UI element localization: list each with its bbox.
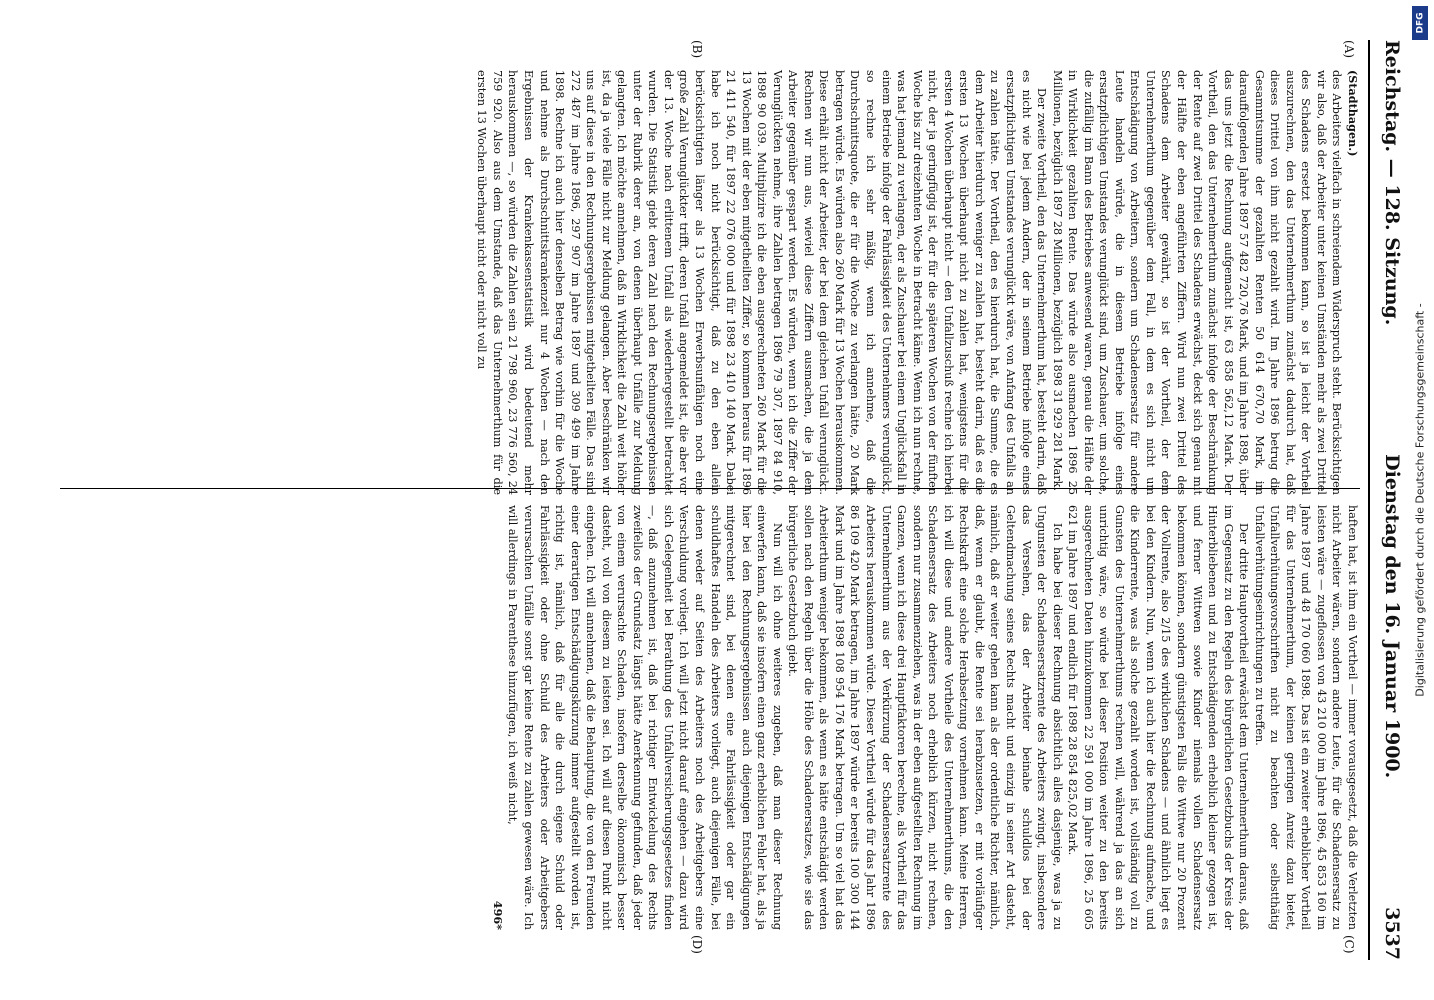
paragraph: Der dritte Hauptvortheil erwächst dem Unternehmerthum daraus, daß im Gegensatz zu den Regeln des bürgerlichen Gesetzbuchs der Kreis der Hinterbliebenen und zu Entschädigenden erheblich kleiner gezogen ist, und ferner Wittwen sowie Kinder niemals vollen Schadensersatz bekommen können, sondern günstigsten Falls die Wittwe nur 20 Prozent der Vollrente, also 2/15 des wirklichen Schadens — und ähnlich liegt es bei den Kindern. Nun, wenn ich auch hier die Rechnung aufmache, und die Kinderrente, was als solche gezahlt worden ist, vollständig voll zu Gunsten des Unternehmerthums rechnen will, während ja das an sich unrichtig wäre, so würde bei dieser Position weiter zu den bereits ausgerechneten Daten hinzukommen 22 591 000 im Jahre 1896, 25 605 621 im Jahre 1897 und endlich für 1898 28 854 825,02 Mark. xyxy=(1066,505,1251,930)
paragraph: Ich habe bei dieser Rechnung absichtlich alles dasjenige, was ja zu Ungunsten der Schadensersatzrente des Arbeiters zwingt, insbesondere das Versehen, das der Arbeiter beinahe schuldlos bei der Geltendmachung seines Rechts macht und einzig in seiner Art dasteht, nämlich, daß er weiter gehen kann als der ordentliche Richter, nämlich, daß, wenn er glaubt, die Rente sei herabzusetzen, er mit vorläufiger Rechtskraft eine solche Herabsetzung vornehmen kann. Meine Herren, ich will diese und andere Vortheile des Unternehmerthums, die den Schadensersatz des Arbeiters noch erheblich kürzen, nicht rechnen, sondern nur zusammenziehen, was in der eben aufgestellten Rechnung im Ganzen, wenn ich diese drei Hauptfaktoren berechne, als Vortheil für das Unternehmerthum aus der Verkürzung der Schadensersatzrente des Arbeiters herauskommen würde. Dieser Vortheil würde für das Jahr 1896 86 109 420 Mark betragen, im Jahre 1897 würde er bereits 100 300 144 Mark und im Jahre 1898 108 954 176 Mark betragen. Um so viel hat das Arbeiterthum weniger bekommen, als wenn es hätte entschädigt werden sollen nach den Regeln über die Höhe des Schadenersatzes, wie sie das bürgerliche Gesetzbuch giebt. xyxy=(786,505,1064,930)
paragraph: haften hat, ist ihm ein Vortheil — immer vorausgesetzt, daß die Verletzten nicht Arbeiter wären, sondern andere Leute, für die Schadensersatz zu leisten wäre — zugeflossen von 43 210 000 im Jahre 1896, 45 853 160 im Jahre 1897 und 48 170 060 1898. Das ist ein zweiter erheblicher Vortheil für das Unternehmerthum, der keinen geringen Anreiz dazu bietet, Unfallverhütungsvorschriften nicht zu beachten oder selbstthätig Unfallverhütungseinrichtungen zu treffen. xyxy=(1252,505,1359,930)
left-column xyxy=(474,70,1360,495)
digitization-note xyxy=(1410,0,1430,1000)
header-rule xyxy=(1368,40,1370,960)
right-column xyxy=(489,505,1360,930)
dfg-logo-icon: DFG xyxy=(1412,6,1428,40)
margin-letter-d: (D) xyxy=(690,935,704,954)
page-header xyxy=(1372,40,1412,960)
margin-letter-c: (C) xyxy=(1342,935,1356,954)
margin-letter-b: (B) xyxy=(690,40,704,59)
page-signature: 496* xyxy=(490,900,505,930)
margin-letter-a: (A) xyxy=(1342,40,1356,59)
header-left: Reichstag. — 128. Sitzung. xyxy=(1381,40,1403,326)
paragraph: Nun will ich ohne weiteres zugeben, daß man dieser Rechnung einwerfen kann, daß sie insofern einen ganz erheblichen Fehler hat, als ja hier bei den Rechnungsergebnissen auch diejenigen Entschädigungen mitgerechnet sind, bei denen eine Fahrlässigkeit oder gar ein schuldhaftes Handeln des Arbeiters vorliegt, auch diejenigen Fälle, bei denen weder auf Seiten des Arbeiters noch des Arbeitgebers eine Verschuldung vorliegt. Ich will jetzt nicht darauf eingehen — dazu wird sich Gelegenheit bei Berathung des Unfallversicherungsgesetzes finden —, daß anzunehmen ist, daß bei richtiger Entwickelung des Rechts zweifellos der Grundsatz längst hätte Anerkennung gefunden, daß jeder von einem verursachte Schaden, insofern derselbe ökonomisch besser dasteht, voll von diesem zu leisten sei. Ich will auf diesen Punkt nicht eingehen. Ich will annehmen, daß die Behauptung, die von den Freunden einer derartigen Entschädigungskürzung immer aufgestellt worden ist, richtig ist, nämlich, daß für alle die durch eigene Schuld oder Fahrlässigkeit oder ohne Schuld des Arbeiters oder Arbeitgebers verursachten Unfälle sonst gar keine Rente zu zahlen gewesen wäre. Ich will allerdings in Parenthese hinzufügen, ich weiß nicht, xyxy=(506,505,784,930)
paragraph: des Arbeiters vielfach in schreiendem Widerspruch steht. Berücksichtigen wir also, daß der Arbeiter unter keinen Umständen mehr als zwei Drittel des Schadens ersetzt bekommen kann, so ist ja leicht der Vortheil auszurechnen, den das Unternehmerthum zunächst dadurch hat, daß dieses Drittel von ihm nicht gezahlt wird. Im Jahre 1896 betrug die Gesammtsumme der gezahlten Renten 50 614 670,70 Mark, im darauffolgenden Jahre 1897 57 482 720,76 Mark, und im Jahre 1898, über das uns jetzt die Rechnung aufgemacht ist, 63 858 562,12 Mark. Der Vortheil, den das Unternehmerthum zunächst infolge der Beschränkung der Rente auf zwei Drittel des Schadens erwächst, deckt sich genau mit der Hälfte der eben angeführten Ziffern. Wird nun zwei Drittel des Schadens dem Arbeiter gewährt, so ist der Vortheil, der dem Unternehmerthum gegenüber dem Fall, in dem es sich nicht um Entschädigung von Arbeitern, sondern um Schadensersatz für andere Leute handeln würde, die in diesem Betriebe infolge eines ersatzpflichtigen Umstandes verunglückt sind, um Zuschauer, um solche, die zufällig im Bann des Betriebes anwesend waren, genau die Hälfte der in Wirklichkeit gezahlten Rente. Das würde also ausmachen 1896 25 Millionen, bezüglich 1897 28 Millionen, bezüglich 1898 31 929 281 Mark. xyxy=(1050,70,1344,495)
column-divider xyxy=(60,488,1360,489)
digitization-note-text: Digitalisierung gefördert durch die Deutsche Forschungsgemeinschaft - xyxy=(1413,303,1427,697)
paragraph: Der zweite Vortheil, den das Unternehmerthum hat, besteht darin, daß es nicht wie bei jedem Andern, der in seinem Betriebe infolge eines ersatzpflichtigen Umstandes verunglückt wäre, von Anfang des Unfalls an zu zahlen hätte. Der Vortheil, den es hierdurch hat, die Summe, die es dem Arbeiter hierdurch weniger zu zahlen hat, besteht darin, daß es die ersten 13 Wochen überhaupt nicht zu zahlen hat, wenigstens für die ersten 4 Wochen überhaupt nicht — den Unfallzuschuß rechne ich hierbei nicht, der ja geringfügig ist, der für die späteren Wochen von der fünften Woche bis zur dreizehnten Woche in Betracht käme. Wenn ich nun rechne, was hat jemand zu verlangen, der als Zuschauer bei einem Unglücksfall in einem Betriebe infolge der Fahrlässigkeit des Unternehmers verunglückt, so rechne ich sehr mäßig, wenn ich annehme, daß die Durchschnittsquote, die er für die Woche zu verlangen hätte, 20 Mark betragen würde. Es würden also 260 Mark für 13 Wochen herauskommen. Diese erhält nicht der Arbeiter, der bei dem gleichen Unfall verunglückt. Rechnen wir nun aus, wieviel diese Ziffern ausmachen, die ja dem Arbeiter gegenüber gespart werden. Es würden, wenn ich die Ziffer der Verunglückten nehme, ihre Zahlen betragen 1896 79 307, 1897 84 910, 1898 90 039. Multiplizire ich die eben ausgerechneten 260 Mark für die 13 Wochen mit der eben mitgetheilten Ziffer, so kommen heraus für 1896 21 411 540, für 1897 22 076 000 und für 1898 23 410 140 Mark. Dabei habe ich noch nicht berücksichtigt, daß zu den eben allein berücksichtigten länger als 13 Wochen Erwerbsunfähigen noch eine große Zahl Verunglückter trifft, deren Unfall angemeldet ist, die aber vor der 13. Woche nach erlittenem Unfall als wiederhergestellt betrachtet wurden. Die Statistik giebt deren Zahl nach den Rechnungsergebnissen unter der Rubrik derer an, von denen überhaupt Unfälle zur Meldung gelangten. Ich möchte annehmen, daß in Wirklichkeit die Zahl weit höher ist, da ja viele Fälle nicht zur Meldung gelangen. Aber beschränken wir uns auf diese in den Rechnungsergebnissen mitgetheilten Fälle. Das sind 272 487 im Jahre 1896, 297 907 im Jahre 1897 und 309 499 im Jahre 1898. Rechne ich auch hier denselben Betrag wie vorhin für die Woche und nehme als Durchschnittskrankenzeit nur 4 Wochen — nach den Ergebnissen der Krankenkassenstatistik wird bedeutend mehr herauskommen —, so würden die Zahlen sein 21 798 960, 23 776 560, 24 759 920. Also aus dem Umstande, daß das Unternehmerthum für die ersten 13 Wochen überhaupt nicht oder nicht voll zu xyxy=(475,70,1049,495)
header-center: Dienstag den 16. Januar 1900. xyxy=(1381,454,1403,779)
speaker-name: (Stadthagen.) xyxy=(1346,70,1360,157)
header-page-number: 3537 xyxy=(1381,907,1403,960)
